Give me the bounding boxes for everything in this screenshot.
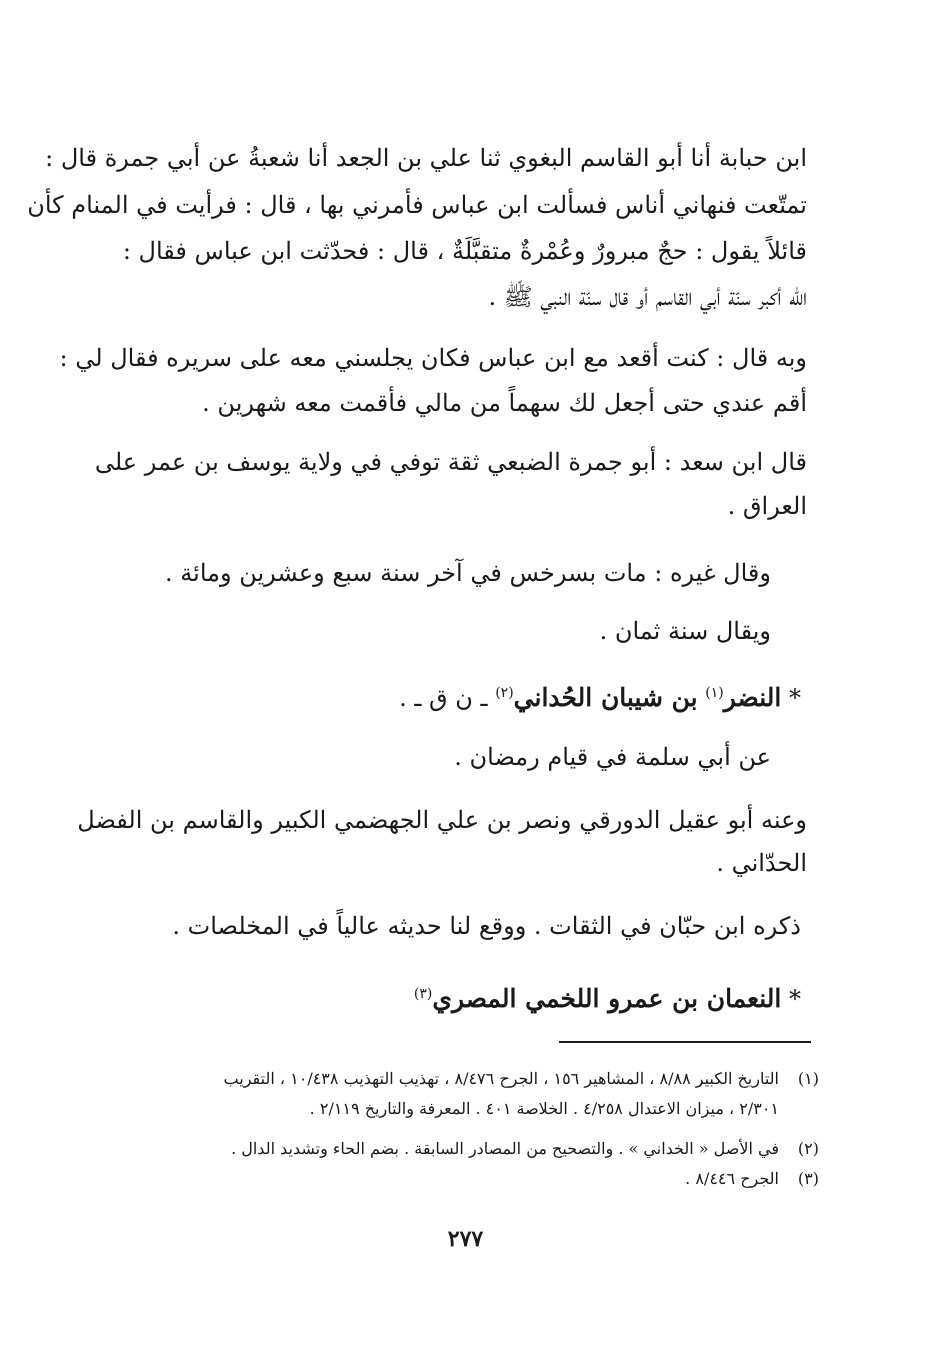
- footnote-1-line-2: [138, 1096, 779, 1122]
- entry-star: *: [789, 684, 801, 712]
- footnote-text: ٢/٣٠١ ، ميزان الاعتدال ٤/٢٥٨ . الخلاصة ٤٠١ . المعرفة والتاريخ ٢/١١٩ .: [309, 1099, 779, 1118]
- footnote-ref-2: (٢): [495, 685, 514, 701]
- paragraph-7-line-2: الحدّاني .: [716, 849, 807, 877]
- footnote-number: (٣): [797, 1169, 819, 1188]
- entry-name-a: النضر: [723, 683, 782, 712]
- footnote-text: في الأصل « الخداني » . والتصحيح من المصادر السابقة . بضم الحاء وتشديد الدال .: [231, 1139, 779, 1158]
- footnote-text: التاريخ الكبير ٨/٨٨ ، المشاهير ١٥٦ ، الجرح ٨/٤٧٦ ، تهذيب التهذيب ١٠/٤٣٨ ، التقريب: [223, 1069, 779, 1088]
- paragraph-1-line-3: قائلاً يقول : حجٌ مبرورٌ وعُمْرةٌ متقبَّلَةٌ ، قال : فحدّثت ابن عباس فقال :: [122, 237, 807, 265]
- entry-heading-numan: [138, 977, 801, 1016]
- paragraph-2-line-2: أقم عندي حتى أجعل لك سهماً من مالي فأقمت معه شهرين .: [202, 389, 807, 417]
- paragraph-2-line-1: وبه قال : كنت أقعد مع ابن عباس فكان يجلسني معه على سريره فقال لي :: [59, 344, 807, 372]
- footnote-2: [138, 1136, 819, 1162]
- entry-heading-nadr: [138, 676, 801, 715]
- footnote-3: [138, 1166, 819, 1192]
- paragraph-7-line-1: وعنه أبو عقيل الدورقي ونصر بن علي الجهضمي الكبير والقاسم بن الفضل: [77, 806, 807, 834]
- paragraph-1-line-2: تمتّعت فنهاني أناس فسألت ابن عباس فأمرني بها ، قال : فرأيت في المنام كأن: [27, 191, 807, 219]
- entry-tail: ـ ن ق ـ .: [399, 684, 488, 712]
- paragraph-4: وقال غيره : مات بسرخس في آخر سنة سبع وعشرين ومائة .: [165, 559, 771, 587]
- entry-name: النعمان بن عمرو اللخمي المصري: [432, 984, 782, 1013]
- footnote-text: الجرح ٨/٤٤٦ .: [685, 1169, 779, 1188]
- footnote-number: (١): [797, 1069, 819, 1088]
- paragraph-1-line-1: ابن حبابة أنا أبو القاسم البغوي ثنا علي بن الجعد أنا شعبةُ عن أبي جمرة قال :: [45, 144, 807, 172]
- paragraph-3-line-1: قال ابن سعد : أبو جمرة الضبعي ثقة توفي في ولاية يوسف بن عمر على: [94, 448, 807, 476]
- paragraph-5: ويقال سنة ثمان .: [599, 617, 771, 645]
- footnote-1-line-1: [138, 1066, 819, 1092]
- page-number: ٢٧٧: [447, 1226, 484, 1252]
- paragraph-6: عن أبي سلمة في قيام رمضان .: [454, 743, 771, 771]
- footnote-number: (٢): [797, 1139, 819, 1158]
- footnote-ref-1: (١): [705, 685, 724, 701]
- footnote-ref-3: (٣): [413, 986, 433, 1002]
- paragraph-8: ذكره ابن حبّان في الثقات . ووقع لنا حديثه عالياً في المخلصات .: [172, 912, 801, 940]
- paragraph-3-line-2: العراق .: [727, 492, 807, 520]
- footnote-divider: [559, 1041, 811, 1043]
- paragraph-1-line-4: الله أكبر سنّة أبي القاسم أو قال سنّة النبي ﷺ .: [488, 283, 807, 311]
- entry-star: *: [789, 985, 801, 1013]
- entry-name-b: بن شيبان الحُداني: [513, 683, 698, 712]
